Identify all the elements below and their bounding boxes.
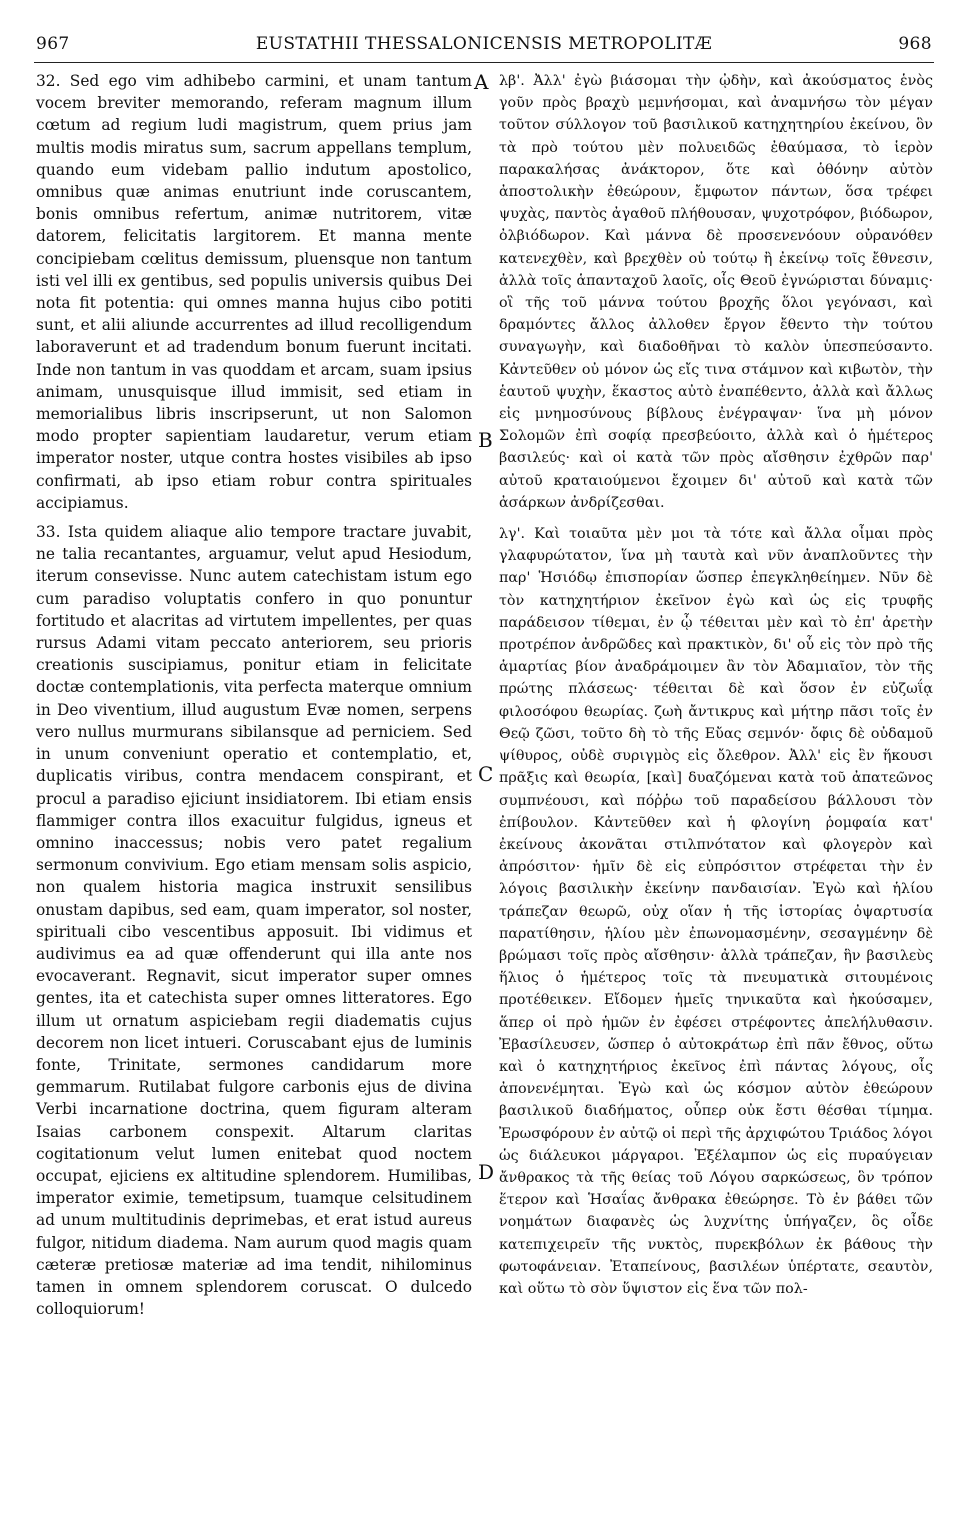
greek-paragraph-33: [499, 523, 933, 1300]
section-number: 33.: [36, 523, 61, 542]
greek-paragraph-32: [499, 70, 933, 514]
paragraph-text: Ista quidem aliaque alio tempore tractare juvabit, ne talia recantantes, arguamur, velut apud Hesiodum, iterum consevisse. Nunc autem catechistam istum ego cum paradiso voluptatis confero in quo ponuntur fortitudo et alacritas ad virtutem impellentes, per quas rursus Adami vitam peccato anteriorem, seu prioris creationis suscipiamus, ponitur etiam in felicitate doctæ contemplationis, vita perfecta materque omnium in Deo viventium, illud augustum Evæ nomen, serpens vero nullus murmurans sibilansque ad perniciem. Sed in unum conveniunt operatio et contemplatio, et, duplicatis viribus, contra mendacem conspirant, et procul a paradiso ejiciunt insidiatorem. Ibi etiam ensis flammiger contra illos exacuitur fulgidus, igneus et omnino inaccessus; nobis vero patet regalium sermonum convivium. Ego etiam mensam solis aspicio, non qualem historia magica instruxit sensilibus onustam dapibus, sed eam, quam imperator, sol noster, spirituali cibo vescentibus apposuit. Ibi vidimus et audivimus ea ad quæ offenderunt qui illa ante nos evocaverant. Regnavit, sicut imperator super omnes gentes, ita et catechista super omnes litteratores. Ego illum ut ornatum aspiciebam regii diadematis cujus decorem non licet intueri. Coruscabant ejus de luminis fonte, Trinitate, sermones candidarum more gemmarum. Rutilabat fulgore carbonis ejus de divina Verbi incarnatione doctrina, quem figuram alteram Isaias carbonem conspexit. Altarum claritas cogitationum velut lumen enitebat quod noctem occupat, ejiciens ex altitudine splendorem. Humilibas, imperator eximie, temetipsum, tuamque celsitudinem ad unum multitudinis deprimebas, et erat istud aureus fulgor, nitidum diadema. Nam aurum quod magis quam cæteræ pretiosæ materiæ ad ima tendit, nihilominus tamen in omnem splendorem coruscat. O dulcedo colloquiorum!: [36, 523, 472, 1319]
header-rule: [34, 62, 934, 63]
paragraph-text: Καὶ τοιαῦτα μὲν μοι τὰ τότε καὶ ἄλλα οἶμαι πρὸς γλαφυρώτατον, ἵνα μὴ ταυτὰ καὶ νῦν ἀναπλοῦντες τὴν παρ' Ἡσιόδῳ ἐπισπορίαν ὥσπερ ἐπεγκληθείημεν. Νῦν δὲ τὸν κατηχητήριον ἐκεῖνον ἐγὼ καὶ ὡς εἰς τρυφῆς παράδεισον τίθεμαι, ἐν ᾧ τέθειται μὲν καὶ τὸ ἐπ' ἀρετὴν προτρέπον ἀνδρῶδες καὶ πρακτικὸν, δι' οὗ εἰς τὸν πρὸ τῆς ἁμαρτίας βίον ἀναδράμοιμεν ἂν τὸν Ἀδαμιαῖον, τὸν τῆς πρώτης πλάσεως· τέθειται δὲ καὶ ὅσον ἐν εὐζωΐᾳ φιλοσόφου θεωρίας. ζωὴ ἄντικρυς καὶ μήτηρ πᾶσι τοῖς ἐν Θεῷ ζῶσι, τοῦτο δὴ τὸ τῆς Εὔας σεμνόν· ὄφις δὲ οὐδαμοῦ ψίθυρος, οὐδὲ συριγμὸς εἰς ὄλεθρον. Ἀλλ' εἰς ἓν ἥκουσι πρᾶξις καὶ θεωρία, [καὶ] δυαζόμεναι κατὰ τοῦ ἀπατεῶνος συμπνέουσι, καὶ πόῤῥω τοῦ παραδείσου βάλλουσι τὸν ἐπίβουλον. Κἀντεῦθεν καὶ ἡ φλογίνη ῥομφαία κατ' ἐκείνους ἀκονᾶται στιλπνότατον καὶ φλογερὸν καὶ ἀπρόσιτον· ἡμῖν δὲ εἰς εὐπρόσιτον στρέφεται τὴν ἐν λόγοις βασιλικὴν ἐκείνην πανδαισίαν. Ἐγὼ καὶ ἡλίου τράπεζαν θεωρῶ, οὐχ οἵαν ἡ τῆς ἱστορίας ὀψαρτυσία παρατίθησιν, ἡλίου μὲν ἐπωνομασμένην, σεσαγμένην δὲ βρώμασι τοῖς πρὸς αἴσθησιν· ἀλλὰ τράπεζαν, ἣν βασιλεὺς ἥλιος ὁ ἡμέτερος τοῖς τὰ πνευματικὰ σιτουμένοις προτέθεικεν. Εἴδομεν ἡμεῖς τηνικαῦτα καὶ ἠκούσαμεν, ἅπερ οἱ πρὸ ἡμῶν ἐν ἐφέσει στρέφοντες ἀπελήλυθασιν. Ἐβασίλευσεν, ὥσπερ ὁ αὐτοκράτωρ ἐπὶ πᾶν ἔθνος, οὕτω καὶ ὁ κατηχητήριος ἐκεῖνος ἐπὶ πάντας λόγους, οἷς ἀπονενέμηται. Ἐγὼ καὶ ὡς κόσμον αὐτὸν ἐθεώρουν βασιλικοῦ διαδήματος, οὗπερ οὐκ ἔστι θέσθαι τίμημα. Ἐρωσφόρουν ἐν αὐτῷ οἱ περὶ τῆς ἀρχιφώτου Τριάδος λόγοι ὡς διάλευκοι μάργαροι. Ἐξέλαμπον ὡς εἰς πυραύγειαν ἄνθρακος τὰ τῆς θείας τοῦ Λόγου σαρκώσεως, ὃν τρόπον ἕτερον καὶ Ἡσαΐας ἄνθρακα ἐθεώρησε. Τὸ ἐν βάθει τῶν νοημάτων διαφανὲς ὡς λυχνίτης ὑπήγαζεν, ὃς οἶδε κατεπιχειρεῖν τῆς νυκτὸς, πυρεκβόλων ἐκ βάθους τὴν φωτοφάνειαν. Ἐταπείνους, βασιλέων ὑπέρτατε, σεαυτὸν, καὶ οὕτω τὸ σὸν ὕψιστον εἰς ἕνα τῶν πολ-: [499, 526, 933, 1297]
latin-paragraph-32: [36, 70, 472, 514]
latin-paragraph-33: [36, 521, 472, 1320]
section-number: 32.: [36, 72, 61, 90]
margin-marker-c: C: [478, 762, 494, 786]
section-number: λβ'.: [499, 73, 525, 89]
section-number: λγ'.: [499, 526, 526, 543]
page-number-right: 968: [898, 34, 932, 54]
paragraph-text: Sed ego vim adhibebo carmini, et unam tantum vocem breviter memorando, referam magnum illum cœtum ad regium ludi magistrum, quem prius jam multis modis miratus sum, sacrum appellans templum, quando eum videbam pallio indutum apostolico, omnibus quæ animas enutriunt inde coruscantem, bonis omnibus refertum, animæ nutritorem, vitæ datorem, felicitatis largitorem. Et manna mente concipiebam cœlitus demissum, pluensque non tantum isti vel illi ex gentibus, sed populis universis quibus Dei nota fit potentia: qui omnes manna hujus cibo potiti sunt, et alii aliunde accurrentes ad illud recolligendum laboraverunt et ad tradendum bonum fuerunt incitati. Inde non tantum in vas quoddam et arcam, suam ipsius animam, unusquisque illud immisit, sed etiam in memorialibus libris inscripserunt, ut non Salomon modo propter sapientiam laudaretur, verum etiam imperator noster, utque contra hostes visibiles ab ipso confirmati, ab ipso etiam robur contra spirituales accipiamus.: [36, 72, 472, 512]
page-number-left: 967: [36, 34, 70, 54]
latin-column: [36, 70, 472, 1510]
margin-marker-d: D: [478, 1160, 495, 1184]
margin-marker-b: B: [478, 428, 493, 452]
greek-column: [499, 70, 933, 1510]
margin-marker-a: A: [474, 70, 489, 94]
paragraph-text: Ἀλλ' ἐγὼ βιάσομαι τὴν ᾠδὴν, καὶ ἀκούσματος ἑνὸς γοῦν πρὸς βραχὺ μεμνήσομαι, καὶ ἀναμνήσω τὸν μέγαν τοῦτον σύλλογον τοῦ βασιλικοῦ κατηχητηρίου ἐκείνου, ὃν τὰ πρὸ τούτου μὲν πολυειδῶς ἐθαύμασα, τὸ ἱερὸν παρακαλήσας ἀνάκτορον, ὅτε καὶ ὁθόνην αὐτὸν ἀποστολικὴν ἐθεώρουν, ἔμφωτον πάντων, ὅσα τρέφει ψυχὰς, παντὸς ἀγαθοῦ πλήθουσαν, ψυχοτρόφον, βιόδωρον, ὀλβιόδωρον. Καὶ μάννα δὲ προσενενόουν οὐρανόθεν κατενεχθὲν, καὶ βρεχθὲν οὐ τούτῳ ἢ ἐκείνῳ τοῖς ἔθνεσιν, ἀλλὰ τοῖς ἁπανταχοῦ λαοῖς, οἷς Θεοῦ ἐγνώρισται δύναμις· οἳ τῆς τοῦ μάννα τούτου βροχῆς ὅλοι γεγόνασι, καὶ δραμόντες ἄλλος ἀλλοθεν ἔργον ἔθεντο τὴν τούτου συναγωγὴν, καὶ διαδοθῆναι τὸ καλὸν ὑπεσπεύσαντο. Κἀντεῦθεν οὐ μόνον ὡς εἴς τινα στάμνον καὶ κιβωτὸν, τὴν ἑαυτοῦ ψυχὴν, ἕκαστος αὐτὸ ἐναπέθεντο, ἀλλὰ καὶ ἄλλως εἰς μνημοσύνους βίβλους ἐνέγραψαν· ἵνα μὴ μόνον Σολομῶν ἐπὶ σοφίᾳ πρεσβεύοιτο, ἀλλὰ καὶ ὁ ἡμέτερος βασιλεύς· καὶ οἱ κατὰ τῶν πρὸς αἴσθησιν ἐχθρῶν παρ' αὐτοῦ κραταιούμενοι ἔχοιμεν δι' αὐτοῦ καὶ κατὰ τῶν ἀσάρκων ἀνδρίζεσθαι.: [499, 73, 933, 511]
running-title: EUSTATHII THESSALONICENSIS METROPOLITÆ: [255, 34, 713, 54]
